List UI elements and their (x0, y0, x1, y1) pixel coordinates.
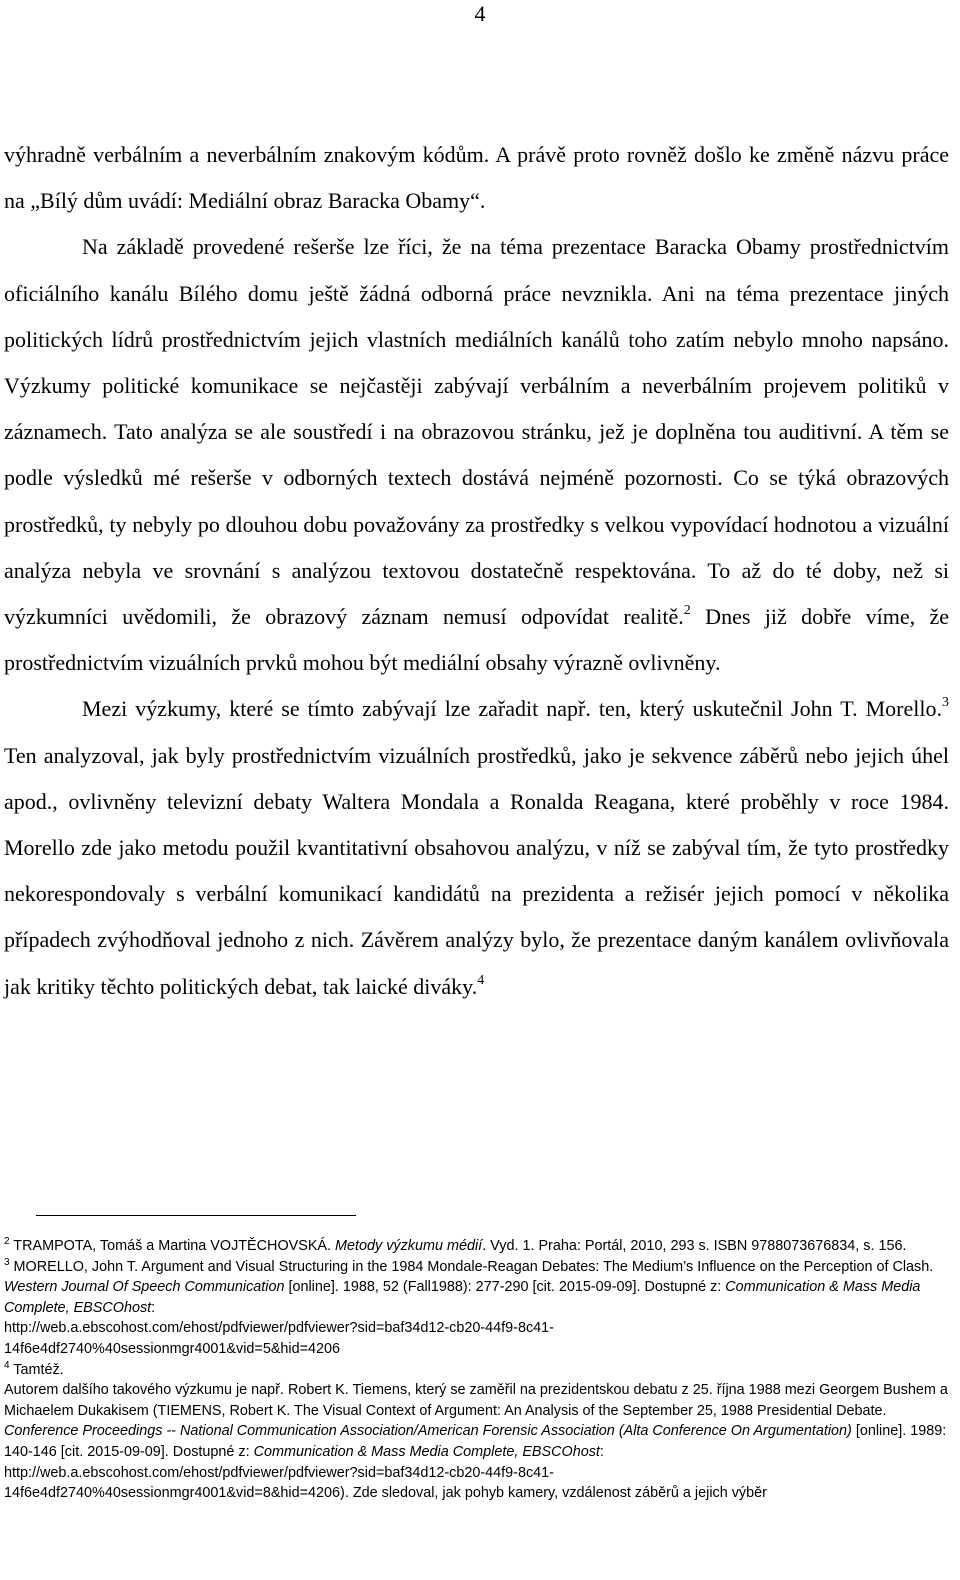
footnotes (4, 1236, 949, 1504)
footnote-url-line-2: 14f6e4df2740%40sessionmgr4001&vid=8&hid=4206). Zde sledoval, jak pohyb kamery, vzdálenost záběrů a jejich výběr (4, 1485, 767, 1502)
footnote-url-line-2: 14f6e4df2740%40sessionmgr4001&vid=5&hid=4206 (4, 1340, 341, 1357)
footnote-url-line-1: http://web.a.ebscohost.com/ehost/pdfviewer/pdfviewer?sid=baf34d12-cb20-44f9-8c41- (4, 1464, 554, 1481)
paragraph-3-text-cont: Ten analyzoval, jak byly prostřednictvím vizuálních prostředků, jako je sekvence záběrů nebo jejich úhel apod., ovlivněny televizní debaty Waltera Mondala a Ronalda Reagana, které proběhly v roce 1984. Morello zde jako metodu použil kvantitativní obsahovou analýzu, v níž se zabýval tím, že tyto prostředky nekorespondovaly s verbální komunikací kandidátů na prezidenta a režisér jejich pomocí v několika případech zvýhodňoval jednoho z nich. Závěrem analýzy bylo, že prezentace daným kanálem ovlivňovala jak kritiky těchto politických debat, tak laické diváky. (4, 742, 949, 999)
body-text (4, 132, 949, 1010)
footnote-3 (4, 1257, 949, 1360)
footnote-database: Communication & Mass Media Complete, EBSCOhost (253, 1443, 600, 1460)
footnote-4 (4, 1360, 949, 1381)
footnote-url-line-1: http://web.a.ebscohost.com/ehost/pdfviewer/pdfviewer?sid=baf34d12-cb20-44f9-8c41- (4, 1320, 554, 1337)
footnote-text-cont: [online]. 1988, 52 (Fall1988): 277-290 [cit. 2015-09-09]. Dostupné z: (284, 1279, 726, 1296)
paragraph-2-text: Na základě provedené rešerše lze říci, že na téma prezentace Baracka Obamy prostřednictvím oficiálního kanálu Bílého domu ještě žádná odborná práce nevznikla. Ani na téma prezentace jiných politických lídrů prostřednictvím jejich vlastních mediálních kanálů toho zatím nebylo mnoho napsáno. Výzkumy politické komunikace se nejčastěji zabývají verbálním a neverbálním projevem politiků v záznamech. Tato analýza se ale soustředí i na obrazovou stránku, jež je doplněna tou auditivní. A těm se podle výsledků mé rešerše v odborných textech dostává nejméně pozornosti. Co se týká obrazových prostředků, ty nebyly po dlouhou dobu považovány za prostředky s velkou vypovídací hodnotou a vizuální analýza nebyla ve srovnání s analýzou textovou dostatečně respektována. To až do té doby, než si výzkumníci uvědomili, že obrazový záznam nemusí odpovídat realitě. (4, 234, 949, 630)
footnote-journal: Western Journal Of Speech Communication (4, 1279, 285, 1296)
footnote-colon: : (151, 1299, 156, 1316)
footnote-colon: : (599, 1443, 604, 1460)
footnote-text: Tamtéž. (9, 1361, 64, 1378)
footnote-ref-3: 3 (942, 695, 949, 711)
footnote-4-continuation (4, 1380, 949, 1504)
footnote-ref-4: 4 (477, 972, 485, 988)
footnote-number: 4 (4, 1359, 10, 1371)
page-number: 4 (474, 1, 486, 26)
footnote-number: 3 (4, 1256, 10, 1268)
footnote-separator (36, 1215, 356, 1216)
footnote-ref-2: 2 (683, 603, 691, 619)
footnote-text: MORELLO, John T. Argument and Visual Structuring in the 1984 Mondale-Reagan Debates: The Medium’s Influence on the Perception of Clash. (9, 1258, 934, 1275)
footnote-text: TRAMPOTA, Tomáš a Martina VOJTĚCHOVSKÁ. (9, 1238, 336, 1254)
footnote-2 (4, 1236, 949, 1257)
paragraph-2 (4, 224, 949, 686)
footnote-book-title: Metody výzkumu médií (335, 1238, 483, 1254)
footnote-database: Communication & Mass Media Complete, EBSCOhost (4, 1279, 921, 1316)
paragraph-2-text-cont: Dnes již dobře víme, že prostřednictvím vizuálních prvků mohou být mediální obsahy výrazně ovlivněny. (4, 604, 950, 676)
footnote-text: Autorem dalšího takového výzkumu je např. Robert K. Tiemens, který se zaměřil na prezidentskou debatu z 25. října 1988 mezi Georgem Bushem a Michaelem Dukakisem (TIEMENS, Robert K. The Visual Context of Argument: An Analysis of the September 25, 1988 Presidential Debate. (4, 1382, 948, 1419)
footnote-number: 2 (4, 1236, 10, 1247)
footnote-text-cont: . Vyd. 1. Praha: Portál, 2010, 293 s. ISBN 9788073676834, s. 156. (482, 1238, 907, 1254)
paragraph-3-text: Mezi výzkumy, které se tímto zabývají lze zařadit např. ten, který uskutečnil John T. Morello. (82, 696, 942, 722)
paragraph-1: výhradně verbálním a neverbálním znakovým kódům. A právě proto rovněž došlo ke změně názvu práce na „Bílý dům uvádí: Mediální obraz Baracka Obamy“. (4, 142, 949, 214)
footnote-text-cont: [online]. 1989: 140-146 [cit. 2015-09-09]. Dostupné z: (4, 1423, 947, 1460)
paragraph-3 (4, 686, 949, 1009)
footnote-conference: Conference Proceedings -- National Communication Association/American Forensic Association (Alta Conference On Argumentation) (4, 1423, 852, 1440)
